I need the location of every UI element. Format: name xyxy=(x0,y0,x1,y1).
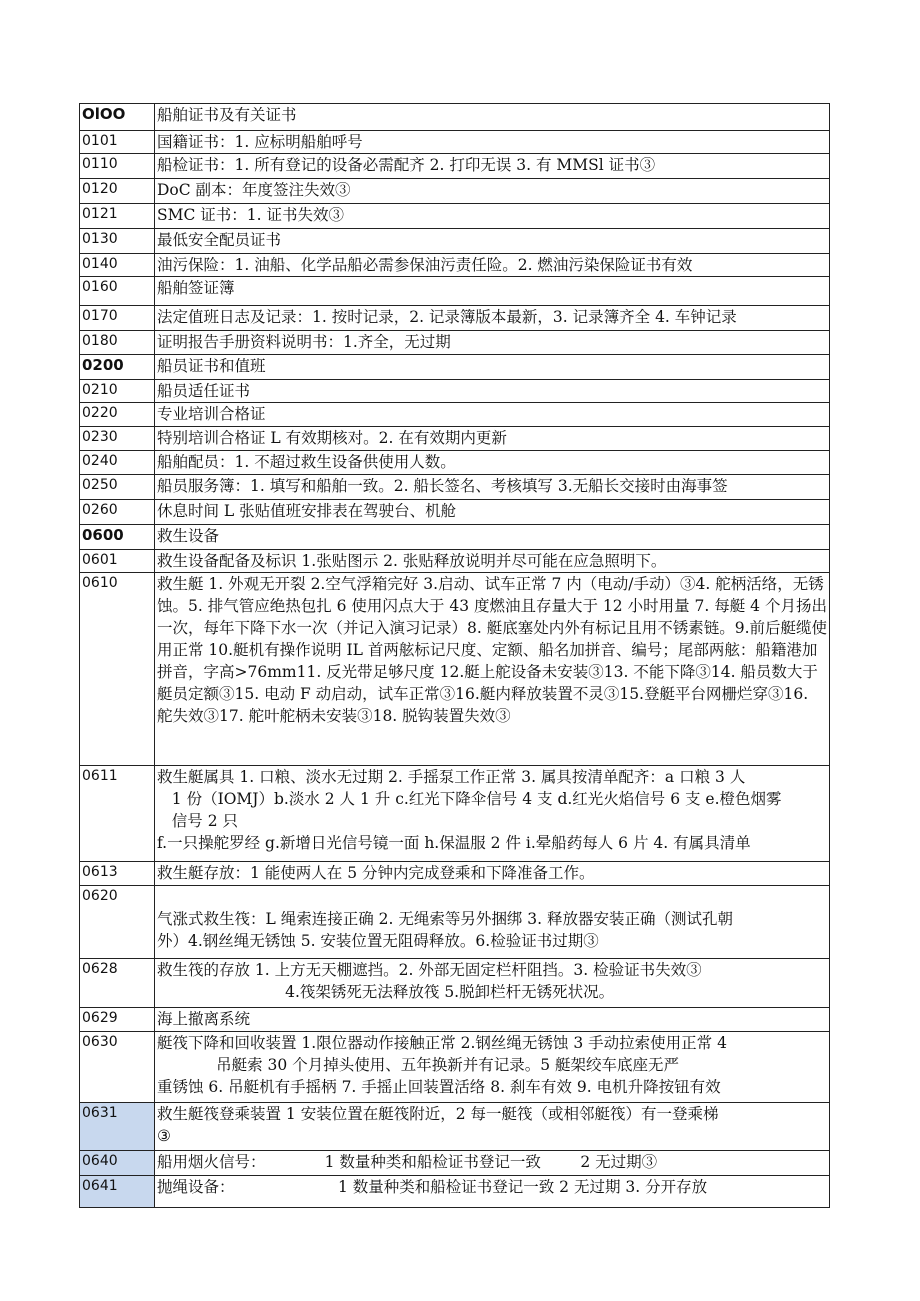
item-code: 0611 xyxy=(80,766,155,862)
item-description: 国籍证书：1. 应标明船舶呼号 xyxy=(155,131,830,154)
table-row xyxy=(80,380,830,403)
description-line xyxy=(157,886,827,908)
description-line: 1 份（IOMJ）b.淡水 2 人 1 升 c.红光下降伞信号 4 支 d.红光火焰信号 6 支 e.橙色烟雾 xyxy=(157,790,782,808)
item-code: 0110 xyxy=(80,154,155,179)
table-row xyxy=(80,1176,830,1208)
table-row xyxy=(80,427,830,451)
table-row xyxy=(80,154,830,179)
item-code: 0613 xyxy=(80,862,155,886)
table-row xyxy=(80,331,830,355)
description-line: 艇筏下降和回收装置 1.限位器动作接触正常 2.钢丝绳无锈蚀 3 手动拉索使用正常 4 xyxy=(157,1034,727,1052)
item-description xyxy=(155,959,830,1008)
item-code: 0260 xyxy=(80,500,155,525)
table-row xyxy=(80,355,830,380)
item-code: 0180 xyxy=(80,331,155,355)
item-code: 0641 xyxy=(80,1176,155,1208)
description-line: 救生艇筏登乘装置 1 安装位置在艇筏附近，2 每一艇筏（或相邻艇筏）有一登乘梯 xyxy=(157,1105,719,1123)
table-row xyxy=(80,204,830,229)
item-code: 0610 xyxy=(80,573,155,766)
item-description: 最低安全配员证书 xyxy=(155,229,830,254)
description-line: 救生筏的存放 1. 上方无天棚遮挡。2. 外部无固定栏杆阻挡。3. 检验证书失效③ xyxy=(157,961,702,979)
description-line: ③ xyxy=(157,1127,171,1145)
table-row xyxy=(80,131,830,154)
item-code: 0130 xyxy=(80,229,155,254)
table-row xyxy=(80,229,830,254)
item-description: 海上撤离系统 xyxy=(155,1008,830,1032)
item-code: 0170 xyxy=(80,306,155,331)
description-line: 4.筏架锈死无法释放筏 5.脱卸栏杆无锈死状况。 xyxy=(157,983,615,1001)
table-row xyxy=(80,451,830,475)
table-row xyxy=(80,525,830,550)
item-code: 0629 xyxy=(80,1008,155,1032)
item-code: 0630 xyxy=(80,1032,155,1103)
item-description: 船检证书：1. 所有登记的设备必需配齐 2. 打印无误 3. 有 MMSl 证书③ xyxy=(155,154,830,179)
table-row xyxy=(80,886,830,959)
item-description: 抛绳设备： 1 数量种类和船检证书登记一致 2 无过期 3. 分开存放 xyxy=(155,1176,830,1208)
item-code: OlOO xyxy=(80,104,155,131)
item-code: 0120 xyxy=(80,179,155,204)
item-code: 0220 xyxy=(80,403,155,427)
table-row xyxy=(80,104,830,131)
item-description: 救生艇 1. 外观无开裂 2.空气浮箱完好 3.启动、试车正常 7 内（电动/手动）③4. 舵柄活络，无锈蚀。5. 排气管应绝热包扎 6 使用闪点大于 43 度燃油且存量大于 12 小时用量 7. 每艇 4 个月扬出一次，每年下降下水一次（并记入演习记录）8. 艇底塞处内外有标记且用不锈素链。9.前后艇缆使用正常 10.艇机有操作说明 IL 首两舷标记尺度、定额、船名加拼音、编号；尾部两舷：船籍港加拼音，字高>76mm11. 反光带足够尺度 12.艇上舵设备未安装③13. 不能下降③14. 船员数大于艇员定额③15. 电动 F 动启动，试车正常③16.艇内释放装置不灵③15.登艇平台网栅烂穿③16. 舵失效③17. 舵叶舵柄未安装③18. 脱钩装置失效③ xyxy=(155,573,830,766)
item-description: 船舶签证簿 xyxy=(155,277,830,306)
item-description xyxy=(155,766,830,862)
item-code: 0160 xyxy=(80,277,155,306)
item-description: 船员证书和值班 xyxy=(155,355,830,380)
item-description: 专业培训合格证 xyxy=(155,403,830,427)
item-code: 0640 xyxy=(80,1151,155,1176)
description-line: 吊艇索 30 个月掉头使用、五年换新并有记录。5 艇架绞车底座无严 xyxy=(157,1056,679,1074)
table-body xyxy=(80,104,830,1208)
item-description xyxy=(155,1103,830,1151)
inspection-checklist-table xyxy=(79,103,830,1208)
item-description: 救生设备配备及标识 1.张贴图示 2. 张贴释放说明并尽可能在应急照明下。 xyxy=(155,550,830,573)
table-row xyxy=(80,959,830,1008)
description-line: 重锈蚀 6. 吊艇机有手摇柄 7. 手摇止回装置活络 8. 刹车有效 9. 电机升降按钮有效 xyxy=(157,1078,721,1096)
table-row xyxy=(80,500,830,525)
item-description: 油污保险：1. 油船、化学品船必需参保油污责任险。2. 燃油污染保险证书有效 xyxy=(155,254,830,277)
table-row xyxy=(80,306,830,331)
item-description: 船舶配员：1. 不超过救生设备供使用人数。 xyxy=(155,451,830,475)
item-code: 0230 xyxy=(80,427,155,451)
item-code: 0600 xyxy=(80,525,155,550)
item-description xyxy=(155,1032,830,1103)
description-line: 信号 2 只 xyxy=(157,812,238,830)
table-row xyxy=(80,1008,830,1032)
item-description xyxy=(155,886,830,959)
item-code: 0620 xyxy=(80,886,155,959)
item-code: 0240 xyxy=(80,451,155,475)
description-line: 救生艇属具 1. 口粮、淡水无过期 2. 手摇泵工作正常 3. 属具按清单配齐：a 口粮 3 人 xyxy=(157,768,746,786)
table-row xyxy=(80,1151,830,1176)
item-description: 船用烟火信号： 1 数量种类和船检证书登记一致 2 无过期③ xyxy=(155,1151,830,1176)
table-row xyxy=(80,277,830,306)
item-code: 0140 xyxy=(80,254,155,277)
item-description: 船员服务簿：1. 填写和船舶一致。2. 船长签名、考核填写 3.无船长交接时由海事签 xyxy=(155,475,830,500)
description-line: f.一只操舵罗经 g.新增日光信号镜一面 h.保温服 2 件 i.晕船药每人 6 片 4. 有属具清单 xyxy=(157,834,751,852)
table-row xyxy=(80,550,830,573)
table-row xyxy=(80,1032,830,1103)
table-row xyxy=(80,254,830,277)
item-code: 0628 xyxy=(80,959,155,1008)
item-description: DoC 副本：年度签注失效③ xyxy=(155,179,830,204)
item-description: 休息时间 L 张贴值班安排表在驾驶台、机舱 xyxy=(155,500,830,525)
item-code: 0121 xyxy=(80,204,155,229)
item-code: 0601 xyxy=(80,550,155,573)
table-row xyxy=(80,1103,830,1151)
item-description: 救生艇存放：1 能使两人在 5 分钟内完成登乘和下降准备工作。 xyxy=(155,862,830,886)
item-code: 0101 xyxy=(80,131,155,154)
item-description: 证明报告手册资料说明书：1.齐全，无过期 xyxy=(155,331,830,355)
table-row xyxy=(80,403,830,427)
item-code: 0200 xyxy=(80,355,155,380)
table-row xyxy=(80,179,830,204)
table-row xyxy=(80,862,830,886)
description-line: 气涨式救生筏：L 绳索连接正确 2. 无绳索等另外捆绑 3. 释放器安装正确（测试孔朝 xyxy=(157,910,734,928)
item-code: 0210 xyxy=(80,380,155,403)
table-row xyxy=(80,766,830,862)
table-row xyxy=(80,475,830,500)
item-description: 法定值班日志及记录：1. 按时记录，2. 记录簿版本最新，3. 记录簿齐全 4. 车钟记录 xyxy=(155,306,830,331)
item-description: 船员适任证书 xyxy=(155,380,830,403)
item-description: 特别培训合格证 L 有效期核对。2. 在有效期内更新 xyxy=(155,427,830,451)
item-description: 救生设备 xyxy=(155,525,830,550)
description-line: 外）4.钢丝绳无锈蚀 5. 安装位置无阻碍释放。6.检验证书过期③ xyxy=(157,932,599,950)
table-row xyxy=(80,573,830,766)
item-description: SMC 证书：1. 证书失效③ xyxy=(155,204,830,229)
item-code: 0631 xyxy=(80,1103,155,1151)
item-description: 船舶证书及有关证书 xyxy=(155,104,830,131)
item-code: 0250 xyxy=(80,475,155,500)
